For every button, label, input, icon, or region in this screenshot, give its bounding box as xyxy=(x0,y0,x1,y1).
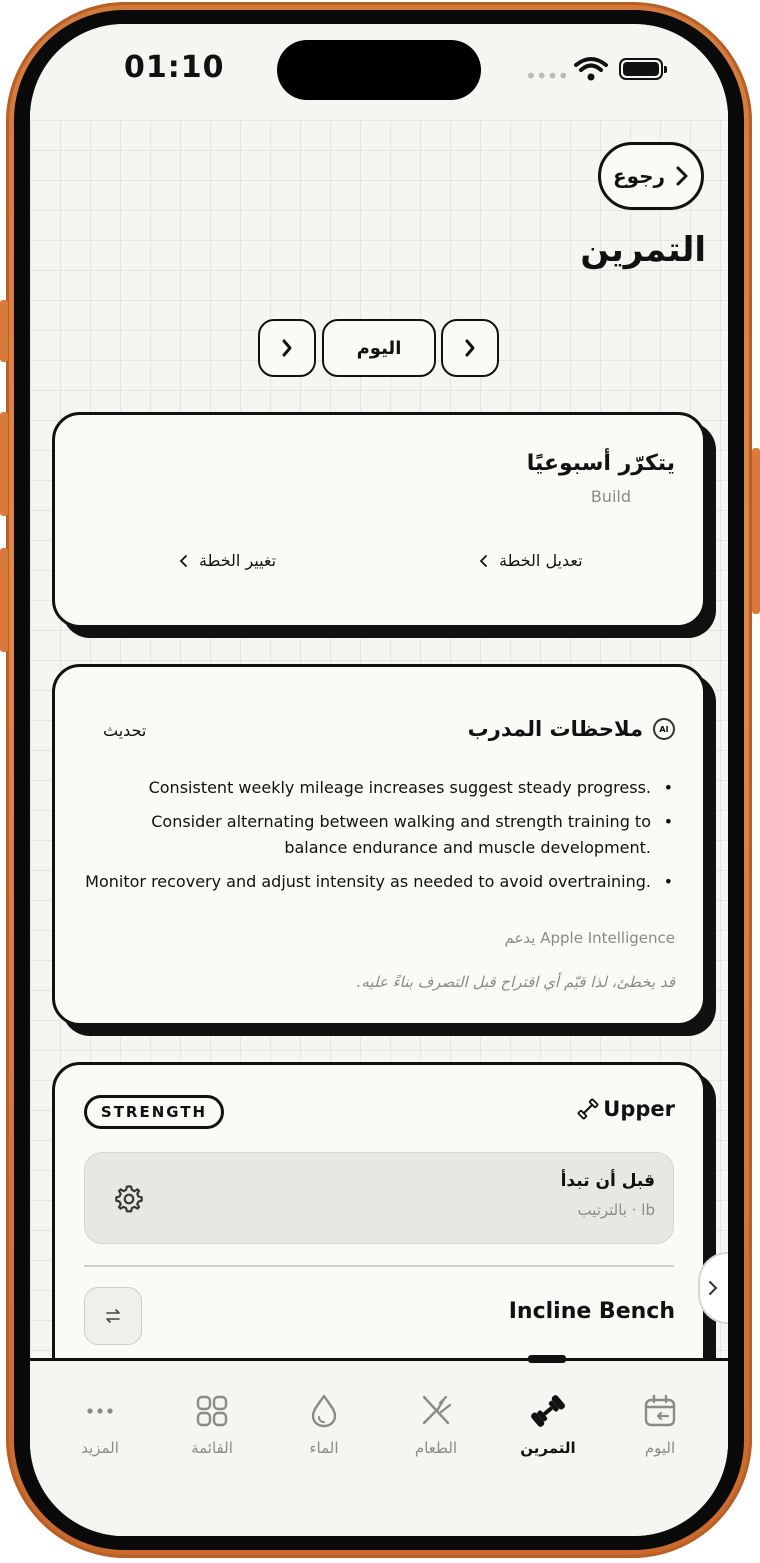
chevron-left-icon xyxy=(179,554,189,568)
plan-card xyxy=(52,412,706,628)
chevron-left-icon xyxy=(479,554,489,568)
disclaimer-text: قد يخطئ، لذا قيّم أي اقتراح قبل التصرف بناءً عليه. xyxy=(356,973,675,991)
mute-switch xyxy=(0,300,8,362)
tab-more[interactable] xyxy=(44,1393,156,1457)
ai-sparkle-icon: AI xyxy=(653,718,675,740)
grid-icon xyxy=(194,1393,230,1429)
tab-workout[interactable] xyxy=(492,1393,604,1457)
powered-by-text: يدعم Apple Intelligence xyxy=(504,929,675,947)
exercise-name: Incline Bench xyxy=(508,1299,675,1324)
fork-knife-icon xyxy=(418,1393,454,1429)
screen xyxy=(30,24,728,1536)
next-day-button[interactable] xyxy=(258,319,316,377)
tab-label: الماء xyxy=(309,1439,339,1457)
tab-food[interactable] xyxy=(380,1393,492,1457)
workout-header xyxy=(577,1097,675,1121)
chevron-right-icon xyxy=(280,338,294,358)
volume-down-button xyxy=(0,548,8,652)
wifi-icon xyxy=(574,56,608,82)
workout-name: Upper xyxy=(603,1097,675,1121)
tab-bar xyxy=(30,1358,728,1536)
previous-day-button[interactable] xyxy=(441,319,499,377)
coach-notes-header xyxy=(468,717,675,741)
list-item: • Consistent weekly mileage increases suggest steady progress. xyxy=(83,775,651,801)
bullet-icon: • xyxy=(663,872,673,891)
status-bar xyxy=(30,24,728,120)
divider xyxy=(84,1265,674,1267)
back-button-label: رجوع xyxy=(612,164,666,188)
more-dots-icon xyxy=(82,1393,118,1429)
change-plan-link[interactable] xyxy=(179,551,276,570)
change-plan-label: تغيير الخطة xyxy=(199,551,277,570)
bullet-icon: • xyxy=(663,778,673,797)
swap-arrows-icon xyxy=(104,1308,122,1324)
dumbbell-icon xyxy=(528,1393,568,1429)
workout-card xyxy=(52,1062,706,1402)
tab-today[interactable] xyxy=(604,1393,716,1457)
list-item: • Monitor recovery and adjust intensity as needed to avoid overtraining. xyxy=(83,869,651,895)
list-item: • Consider alternating between walking and strength training to balance endurance and muscle development. xyxy=(83,809,651,861)
swap-exercise-button[interactable] xyxy=(84,1287,142,1345)
edit-plan-link[interactable] xyxy=(479,551,583,570)
tab-label: القائمة xyxy=(191,1439,233,1457)
dynamic-island xyxy=(277,40,481,100)
today-button[interactable] xyxy=(322,319,436,377)
coach-notes-title: ملاحظات المدرب xyxy=(467,717,643,741)
page-title: التمرين xyxy=(580,230,706,270)
water-drop-icon xyxy=(306,1393,342,1429)
plan-subtitle: Build xyxy=(590,487,631,506)
gear-icon[interactable] xyxy=(113,1183,145,1215)
tab-menu[interactable] xyxy=(156,1393,268,1457)
calendar-icon xyxy=(642,1393,678,1429)
refresh-button[interactable]: تحديث xyxy=(103,721,147,740)
tab-label: التمرين xyxy=(520,1439,576,1457)
power-button xyxy=(752,448,760,614)
before-you-start-subtitle: lb · بالترتيب xyxy=(577,1201,655,1219)
volume-up-button xyxy=(0,412,8,516)
coach-notes-card xyxy=(52,664,706,1026)
back-button[interactable] xyxy=(598,142,704,210)
chevron-left-icon xyxy=(463,338,477,358)
status-time: 01:10 xyxy=(124,50,225,85)
tab-label: المزيد xyxy=(81,1439,119,1457)
before-you-start-title: قبل أن تبدأ xyxy=(560,1171,655,1191)
today-label: اليوم xyxy=(356,337,402,359)
plan-title: يتكرّر أسبوعيًا xyxy=(526,451,675,476)
tab-water[interactable] xyxy=(268,1393,380,1457)
coach-notes-list xyxy=(83,775,675,895)
tab-label: الطعام xyxy=(414,1439,458,1457)
tab-label: اليوم xyxy=(644,1439,676,1457)
cellular-signal-icon: •••• xyxy=(525,64,569,88)
chevron-right-icon xyxy=(708,1280,718,1296)
dumbbell-icon xyxy=(577,1098,599,1120)
edit-plan-label: تعديل الخطة xyxy=(499,551,583,570)
active-tab-indicator xyxy=(528,1355,566,1363)
workout-type-badge: STRENGTH xyxy=(84,1095,224,1129)
before-you-start-panel[interactable] xyxy=(84,1152,674,1244)
bullet-icon: • xyxy=(663,812,673,831)
battery-icon xyxy=(619,58,663,80)
chevron-right-icon xyxy=(675,166,689,186)
